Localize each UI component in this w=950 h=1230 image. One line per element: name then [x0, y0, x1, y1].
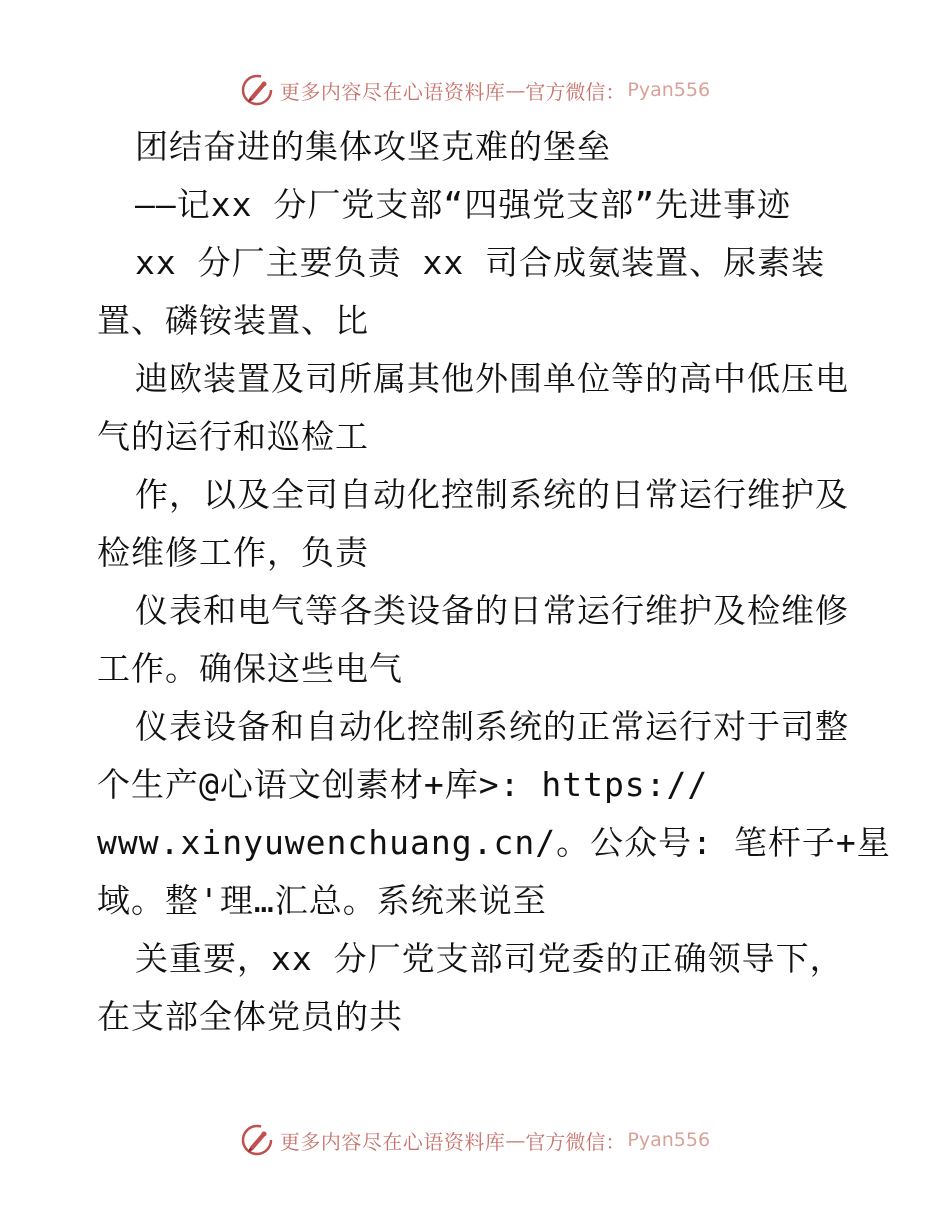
paragraph-line: 仪表设备和自动化控制系统的正常运行对于司整 [135, 707, 849, 746]
paragraph-line: 在支部全体党员的共 [97, 997, 403, 1036]
document-subtitle: ——记xx 分厂党支部“四强党支部”先进事迹 [135, 185, 792, 224]
paragraph-line: 作，以及全司自动化控制系统的日常运行维护及 [135, 475, 849, 514]
header-banner-label: 官方微信： [525, 79, 626, 104]
paragraph-line: 置、磷铵装置、比 [97, 301, 369, 340]
pen-nib-logo-icon [240, 1123, 274, 1157]
footer-banner-wechat-id: Pyan556 [627, 1129, 711, 1151]
paragraph-line: www.xinyuwenchuang.cn/。公众号: 笔杆子+星 [97, 823, 891, 862]
paragraph-line: 迪欧装置及司所属其他外围单位等的高中低压电 [135, 359, 849, 398]
paragraph-line: 工作。确保这些电气 [97, 649, 403, 688]
paragraph-line: 关重要，xx 分厂党支部司党委的正确领导下， [135, 939, 844, 978]
footer-banner-separator: — [505, 1128, 526, 1152]
header-banner-separator: — [505, 78, 526, 102]
document-title: 团结奋进的集体攻坚克难的堡垒 [135, 127, 611, 166]
header-banner [0, 70, 950, 110]
paragraph-line: 域。整'理…汇总。系统来说至 [97, 881, 547, 920]
paragraph-line: xx 分厂主要负责 xx 司合成氨装置、尿素装 [135, 243, 826, 282]
footer-banner [0, 1120, 950, 1160]
paragraph-line: 检维修工作，负责 [97, 533, 369, 572]
paragraph-line: 气的运行和巡检工 [97, 417, 369, 456]
paragraph-line: 仪表和电气等各类设备的日常运行维护及检维修 [135, 591, 849, 630]
header-banner-text: 更多内容尽在心语资料库 [279, 79, 506, 104]
footer-banner-label: 官方微信： [525, 1129, 626, 1154]
footer-banner-text: 更多内容尽在心语资料库 [279, 1129, 506, 1154]
pen-nib-logo-icon [240, 73, 274, 107]
header-banner-wechat-id: Pyan556 [627, 79, 711, 101]
paragraph-line: 个生产@心语文创素材+库>: https:// [97, 765, 709, 804]
